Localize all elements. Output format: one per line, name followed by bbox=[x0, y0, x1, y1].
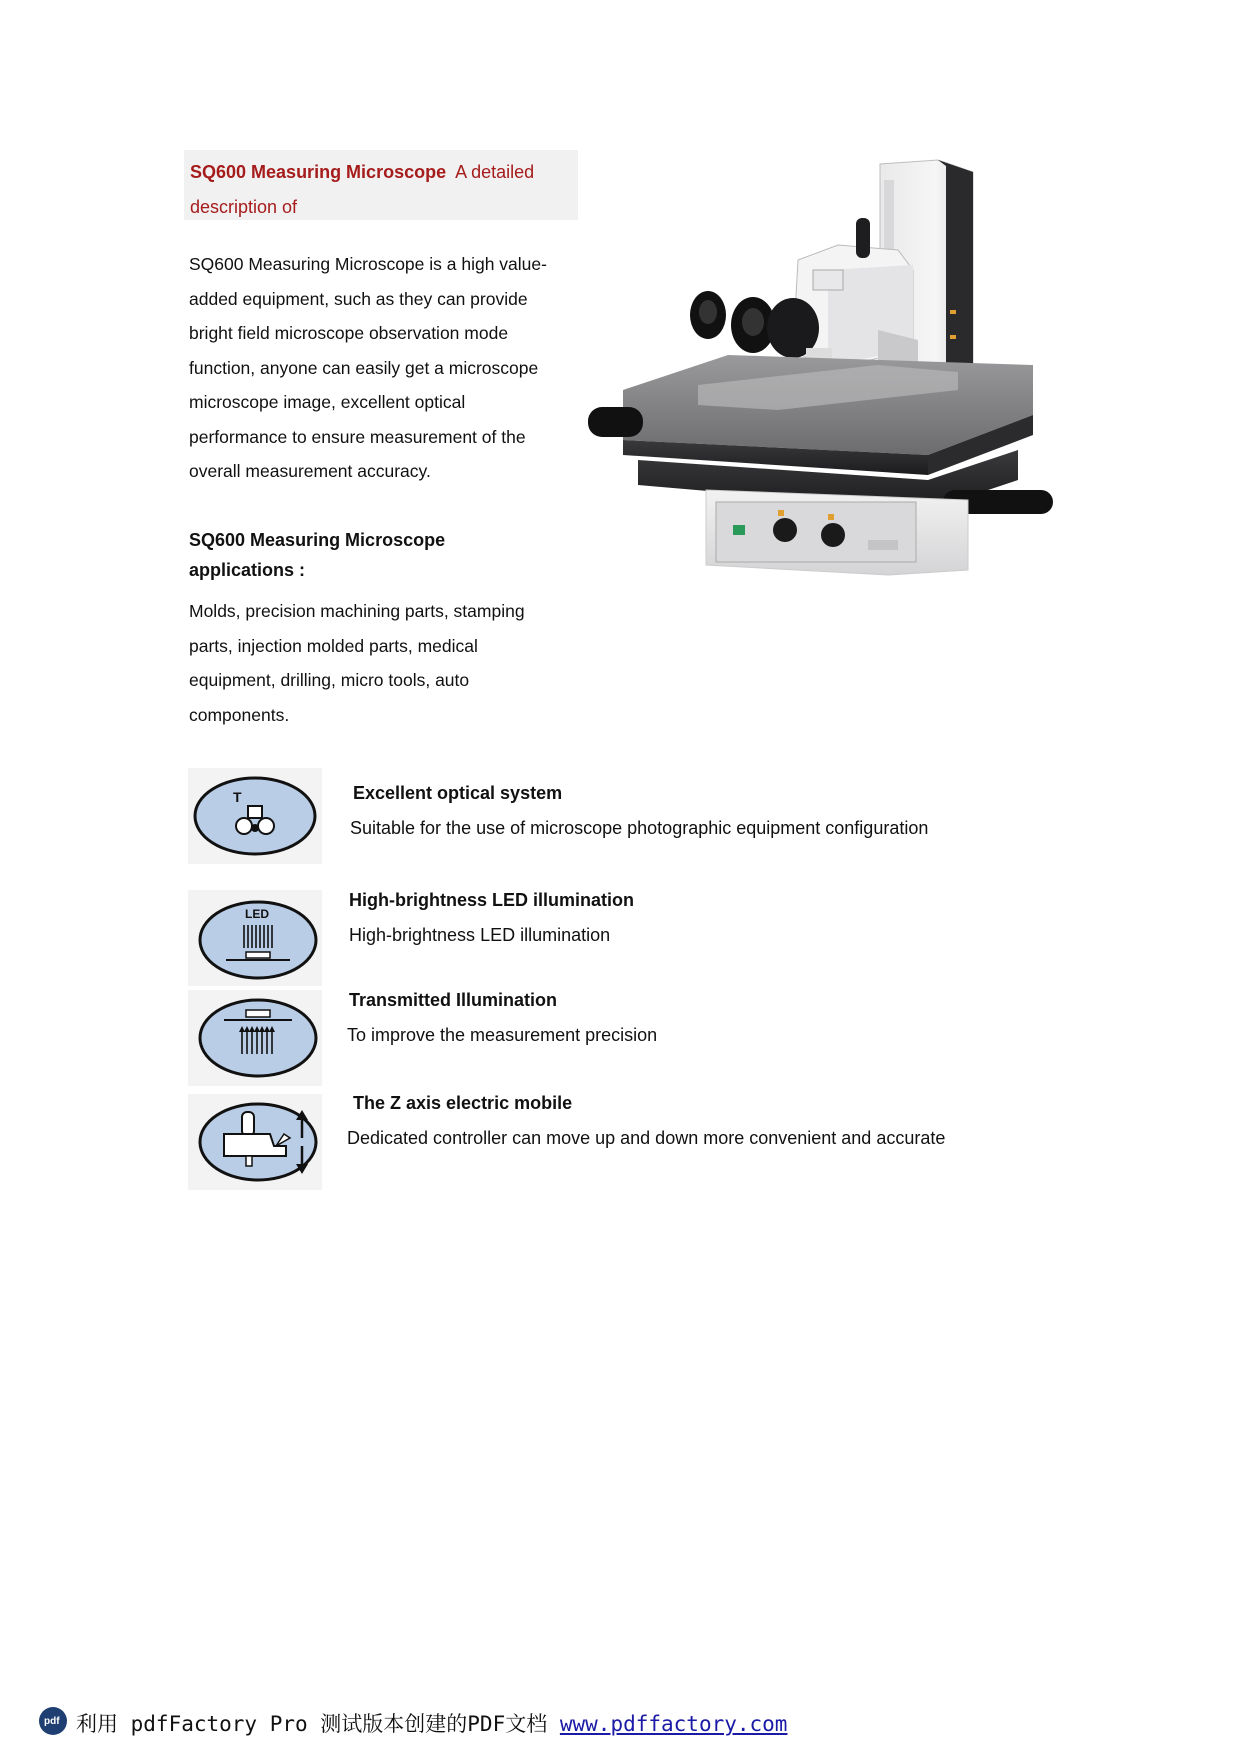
feature-title: Transmitted Illumination bbox=[349, 990, 558, 1010]
intro-line: overall measurement accuracy. bbox=[189, 461, 431, 481]
title-line-1 bbox=[190, 162, 534, 183]
intro-line: performance to ensure measurement of the bbox=[189, 426, 526, 447]
applications-paragraph bbox=[189, 594, 589, 732]
feature-desc: To improve the measurement precision bbox=[347, 1025, 658, 1045]
icon-label-led: LED bbox=[245, 907, 269, 921]
applications-heading-line2: applications : bbox=[189, 560, 306, 580]
led-illumination-icon bbox=[188, 890, 322, 986]
feature-desc: Suitable for the use of microscope photographic equipment configuration bbox=[350, 818, 929, 838]
applications-line: equipment, drilling, micro tools, auto bbox=[189, 670, 470, 690]
applications-line: Molds, precision machining parts, stamping bbox=[189, 601, 525, 621]
footer-link[interactable]: www.pdffactory.com bbox=[559, 1712, 788, 1736]
feature-title: Excellent optical system bbox=[353, 783, 563, 803]
title-line-2: description of bbox=[190, 197, 298, 217]
feature-desc: Dedicated controller can move up and down more convenient and accurate bbox=[347, 1128, 946, 1148]
transmitted-illumination-icon bbox=[188, 990, 322, 1086]
applications-line: components. bbox=[189, 704, 290, 725]
feature-desc: High-brightness LED illumination bbox=[349, 925, 611, 945]
intro-line: function, anyone can easily get a microscope bbox=[189, 357, 539, 378]
intro-line: SQ600 Measuring Microscope is a high value- bbox=[189, 254, 547, 274]
footer-text: 利用 pdfFactory Pro 测试版本创建的PDF文档 bbox=[76, 1712, 548, 1736]
footer-text-wrap bbox=[76, 1708, 787, 1738]
applications-heading-line1: SQ600 Measuring Microscope bbox=[189, 530, 446, 550]
logo-text: pdf bbox=[44, 1716, 60, 1727]
feature-title: High-brightness LED illumination bbox=[349, 890, 634, 910]
applications-heading bbox=[189, 525, 445, 585]
feature-title: The Z axis electric mobile bbox=[353, 1093, 573, 1113]
icon-label-t: T bbox=[233, 789, 242, 805]
z-axis-icon bbox=[188, 1094, 322, 1190]
pdffactory-logo-icon bbox=[38, 1706, 68, 1736]
title-rest: A detailed bbox=[455, 162, 535, 182]
intro-line: microscope image, excellent optical bbox=[189, 392, 466, 412]
intro-line: bright field microscope observation mode bbox=[189, 323, 509, 343]
applications-line: parts, injection molded parts, medical bbox=[189, 635, 478, 656]
optical-system-icon bbox=[188, 768, 322, 864]
intro-line: added equipment, such as they can provide bbox=[189, 288, 528, 309]
title-bold: SQ600 Measuring Microscope bbox=[190, 162, 447, 182]
title-banner bbox=[184, 150, 578, 220]
intro-paragraph bbox=[189, 247, 589, 489]
microscope-image bbox=[588, 150, 1060, 675]
